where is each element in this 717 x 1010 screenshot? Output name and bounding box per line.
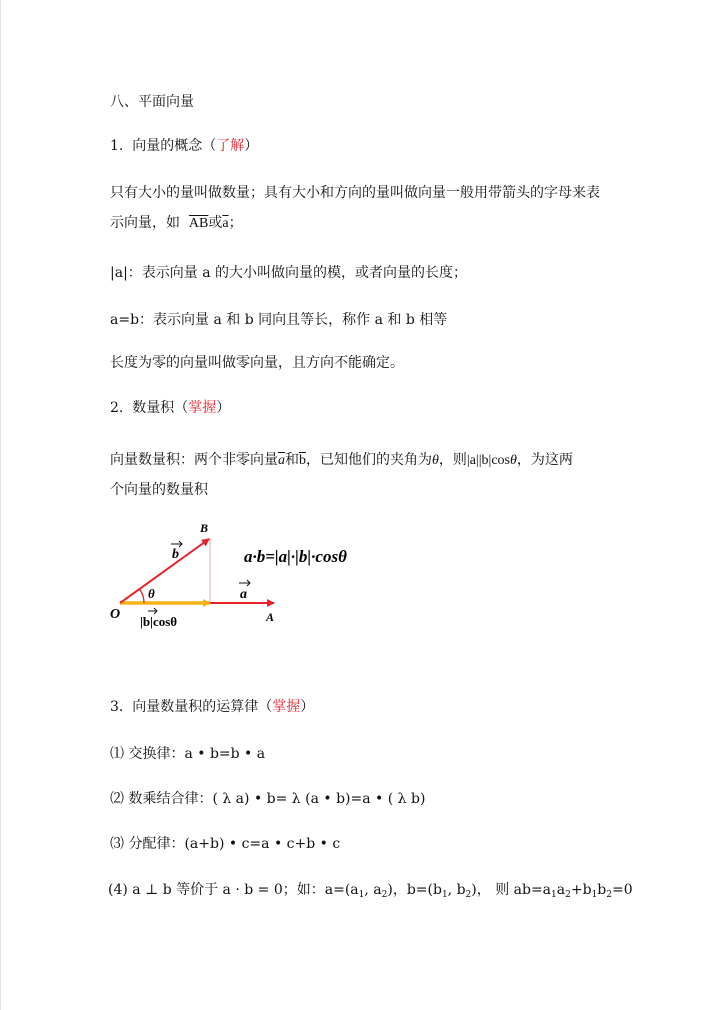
text-fragment: , b	[447, 882, 466, 898]
subscript: 1	[591, 890, 598, 900]
heading-text: 向量的概念（	[132, 138, 217, 154]
vector-arrow-mark	[239, 580, 250, 586]
text-fragment: ，则	[438, 452, 467, 468]
dot-product-formula: |a||b|cos	[466, 453, 510, 468]
text-fragment: 或	[208, 215, 223, 231]
text-fragment: (4) a ⊥ b 等价于 a · b = 0；如：a=(a	[108, 882, 359, 898]
heading-dot-product	[110, 398, 230, 418]
rule-commutative: ⑴ 交换律：a • b=b • a	[110, 746, 266, 762]
text-fragment: ；	[228, 215, 243, 231]
text-fragment: =0	[612, 882, 633, 898]
paragraph-line: 个向量的数量积	[110, 482, 208, 498]
page-edge	[0, 0, 1, 1010]
text-fragment: ，为这两	[516, 452, 573, 468]
vector-a: $\overline{a}$	[222, 216, 229, 231]
subscript: 1	[358, 890, 365, 900]
rule-perpendicular	[108, 880, 633, 900]
label-theta: θ	[148, 586, 155, 601]
subscript: 2	[381, 890, 388, 900]
angle-arc	[140, 589, 145, 603]
label-vector-a: a	[240, 587, 247, 602]
label-a-point: A	[266, 610, 275, 624]
text-fragment: , a	[364, 882, 382, 898]
heading-number: 1.	[110, 138, 124, 154]
level-tag: 了解	[216, 138, 245, 154]
theta-symbol: θ	[432, 453, 439, 468]
vector-ab: $\overline{AB}$	[188, 216, 209, 231]
text-fragment: )， 则 ab=a	[471, 882, 552, 898]
text-fragment: b	[597, 882, 607, 898]
heading-close: ）	[244, 138, 259, 154]
projection-label: |b|cosθ	[140, 614, 178, 629]
rule-distributive: ⑶ 分配律：(a+b) • c=a • c+b • c	[110, 836, 341, 852]
theta-symbol: θ	[509, 453, 517, 468]
subscript: 1	[441, 890, 448, 900]
diagram-formula: a·b=|a|·|b|·cosθ	[244, 547, 347, 566]
heading-number: 2.	[110, 400, 124, 416]
text-fragment: 向量数量积：两个非零向量	[110, 452, 278, 468]
label-o-point: O	[110, 607, 121, 622]
rule-associative: ⑵ 数乘结合律：( λ a) • b= λ (a • b)=a • ( λ b)	[110, 791, 426, 807]
heading-close: ）	[300, 699, 315, 715]
heading-vector-concept	[110, 136, 258, 156]
heading-number: 3.	[110, 699, 124, 715]
subscript: 2	[465, 890, 472, 900]
heading-text: 数量积（	[132, 400, 189, 416]
section-title: 八、平面向量	[110, 94, 194, 110]
text-fragment: )，b=(b	[387, 882, 442, 898]
vector-b-arrow	[120, 539, 209, 603]
paragraph-line: a=b：表示向量 a 和 b 同向且等长，称作 a 和 b 相等	[110, 312, 448, 328]
label-b-point: B	[200, 521, 209, 535]
subscript: 1	[551, 890, 557, 900]
heading-close: ）	[216, 400, 231, 416]
text-fragment: a	[556, 882, 566, 898]
subscript: 2	[606, 890, 612, 900]
subscript: 2	[565, 890, 571, 900]
paragraph-line: 只有大小的量叫做数量；具有大小和方向的量叫做向量一般用带箭头的字母来表	[110, 185, 600, 201]
heading-operation-laws	[110, 697, 314, 717]
paragraph-line	[110, 450, 573, 471]
text-fragment: 示向量，如	[110, 215, 180, 231]
level-tag: 掌握	[188, 400, 217, 416]
vector-a: $\overline{a}$	[278, 453, 285, 468]
text-fragment: ，已知他们的夹角为	[306, 452, 432, 468]
heading-text: 向量数量积的运算律（	[132, 699, 273, 715]
vector-b: $\overline{b}$	[299, 453, 306, 468]
paragraph-line: 长度为零的向量叫做零向量，且方向不能确定。	[110, 355, 404, 371]
level-tag: 掌握	[272, 699, 301, 715]
text-fragment: 和	[285, 452, 299, 468]
paragraph-line	[110, 213, 243, 234]
text-fragment: +b	[570, 882, 592, 898]
vector-projection-diagram	[104, 518, 404, 638]
paragraph-line: |a|：表示向量 a 的大小叫做向量的模，或者向量的长度；	[110, 265, 468, 281]
label-vector-b: b	[172, 547, 179, 562]
